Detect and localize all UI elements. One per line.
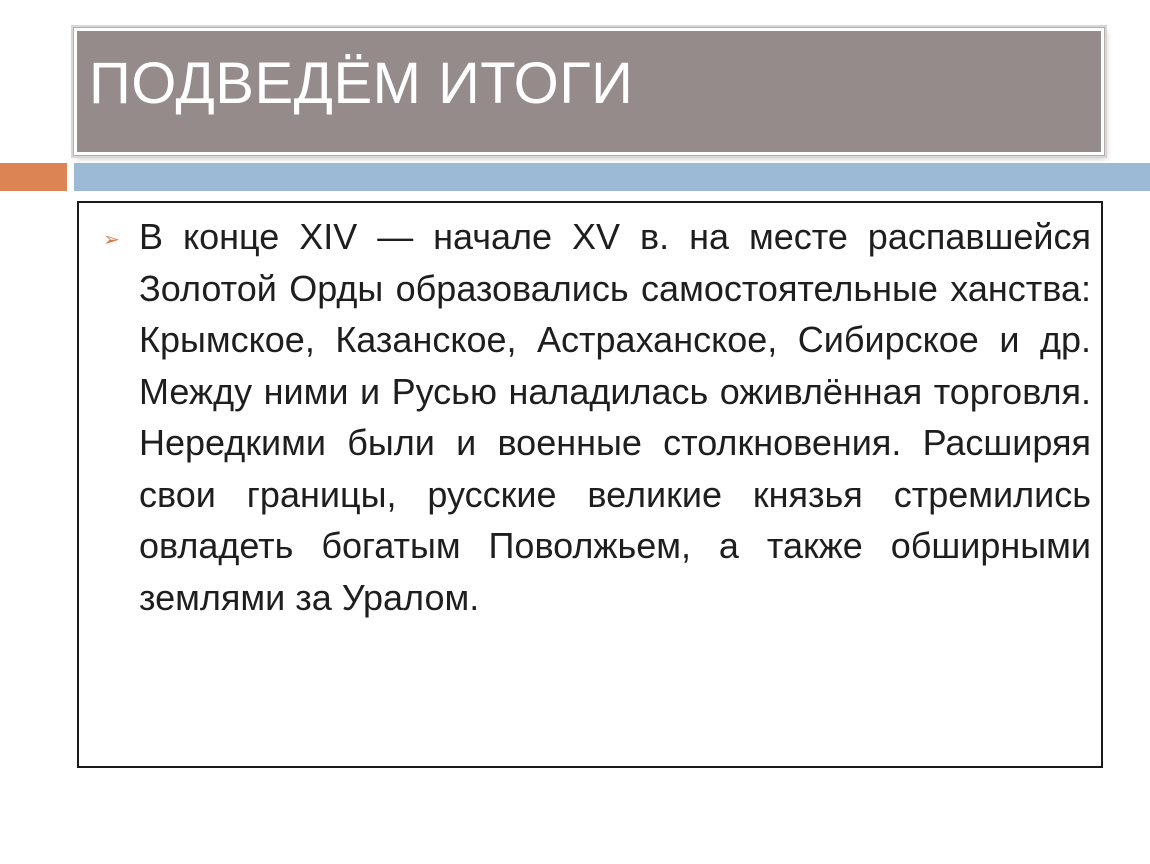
- arrow-bullet-icon: ➢: [103, 227, 120, 251]
- accent-bar-blue: [74, 163, 1150, 191]
- slide-title: ПОДВЕДЁМ ИТОГИ: [89, 51, 634, 116]
- content-box: [77, 201, 1103, 768]
- bullet-text: В конце XIV — начале XV в. на месте распавшейся Золотой Орды образовались самостоятельные ханства: Крымское, Казанское, Астраханское, Сибирское и др. Между ними и Русью наладилась оживлённая торговля. Нередкими были и военные столкновения. Расширяя свои границы, русские великие князья стремились овладеть богатым Поволжьем, а также обширными землями за Уралом.: [139, 216, 1091, 618]
- accent-bar-orange: [0, 163, 67, 191]
- title-box: [74, 28, 1104, 155]
